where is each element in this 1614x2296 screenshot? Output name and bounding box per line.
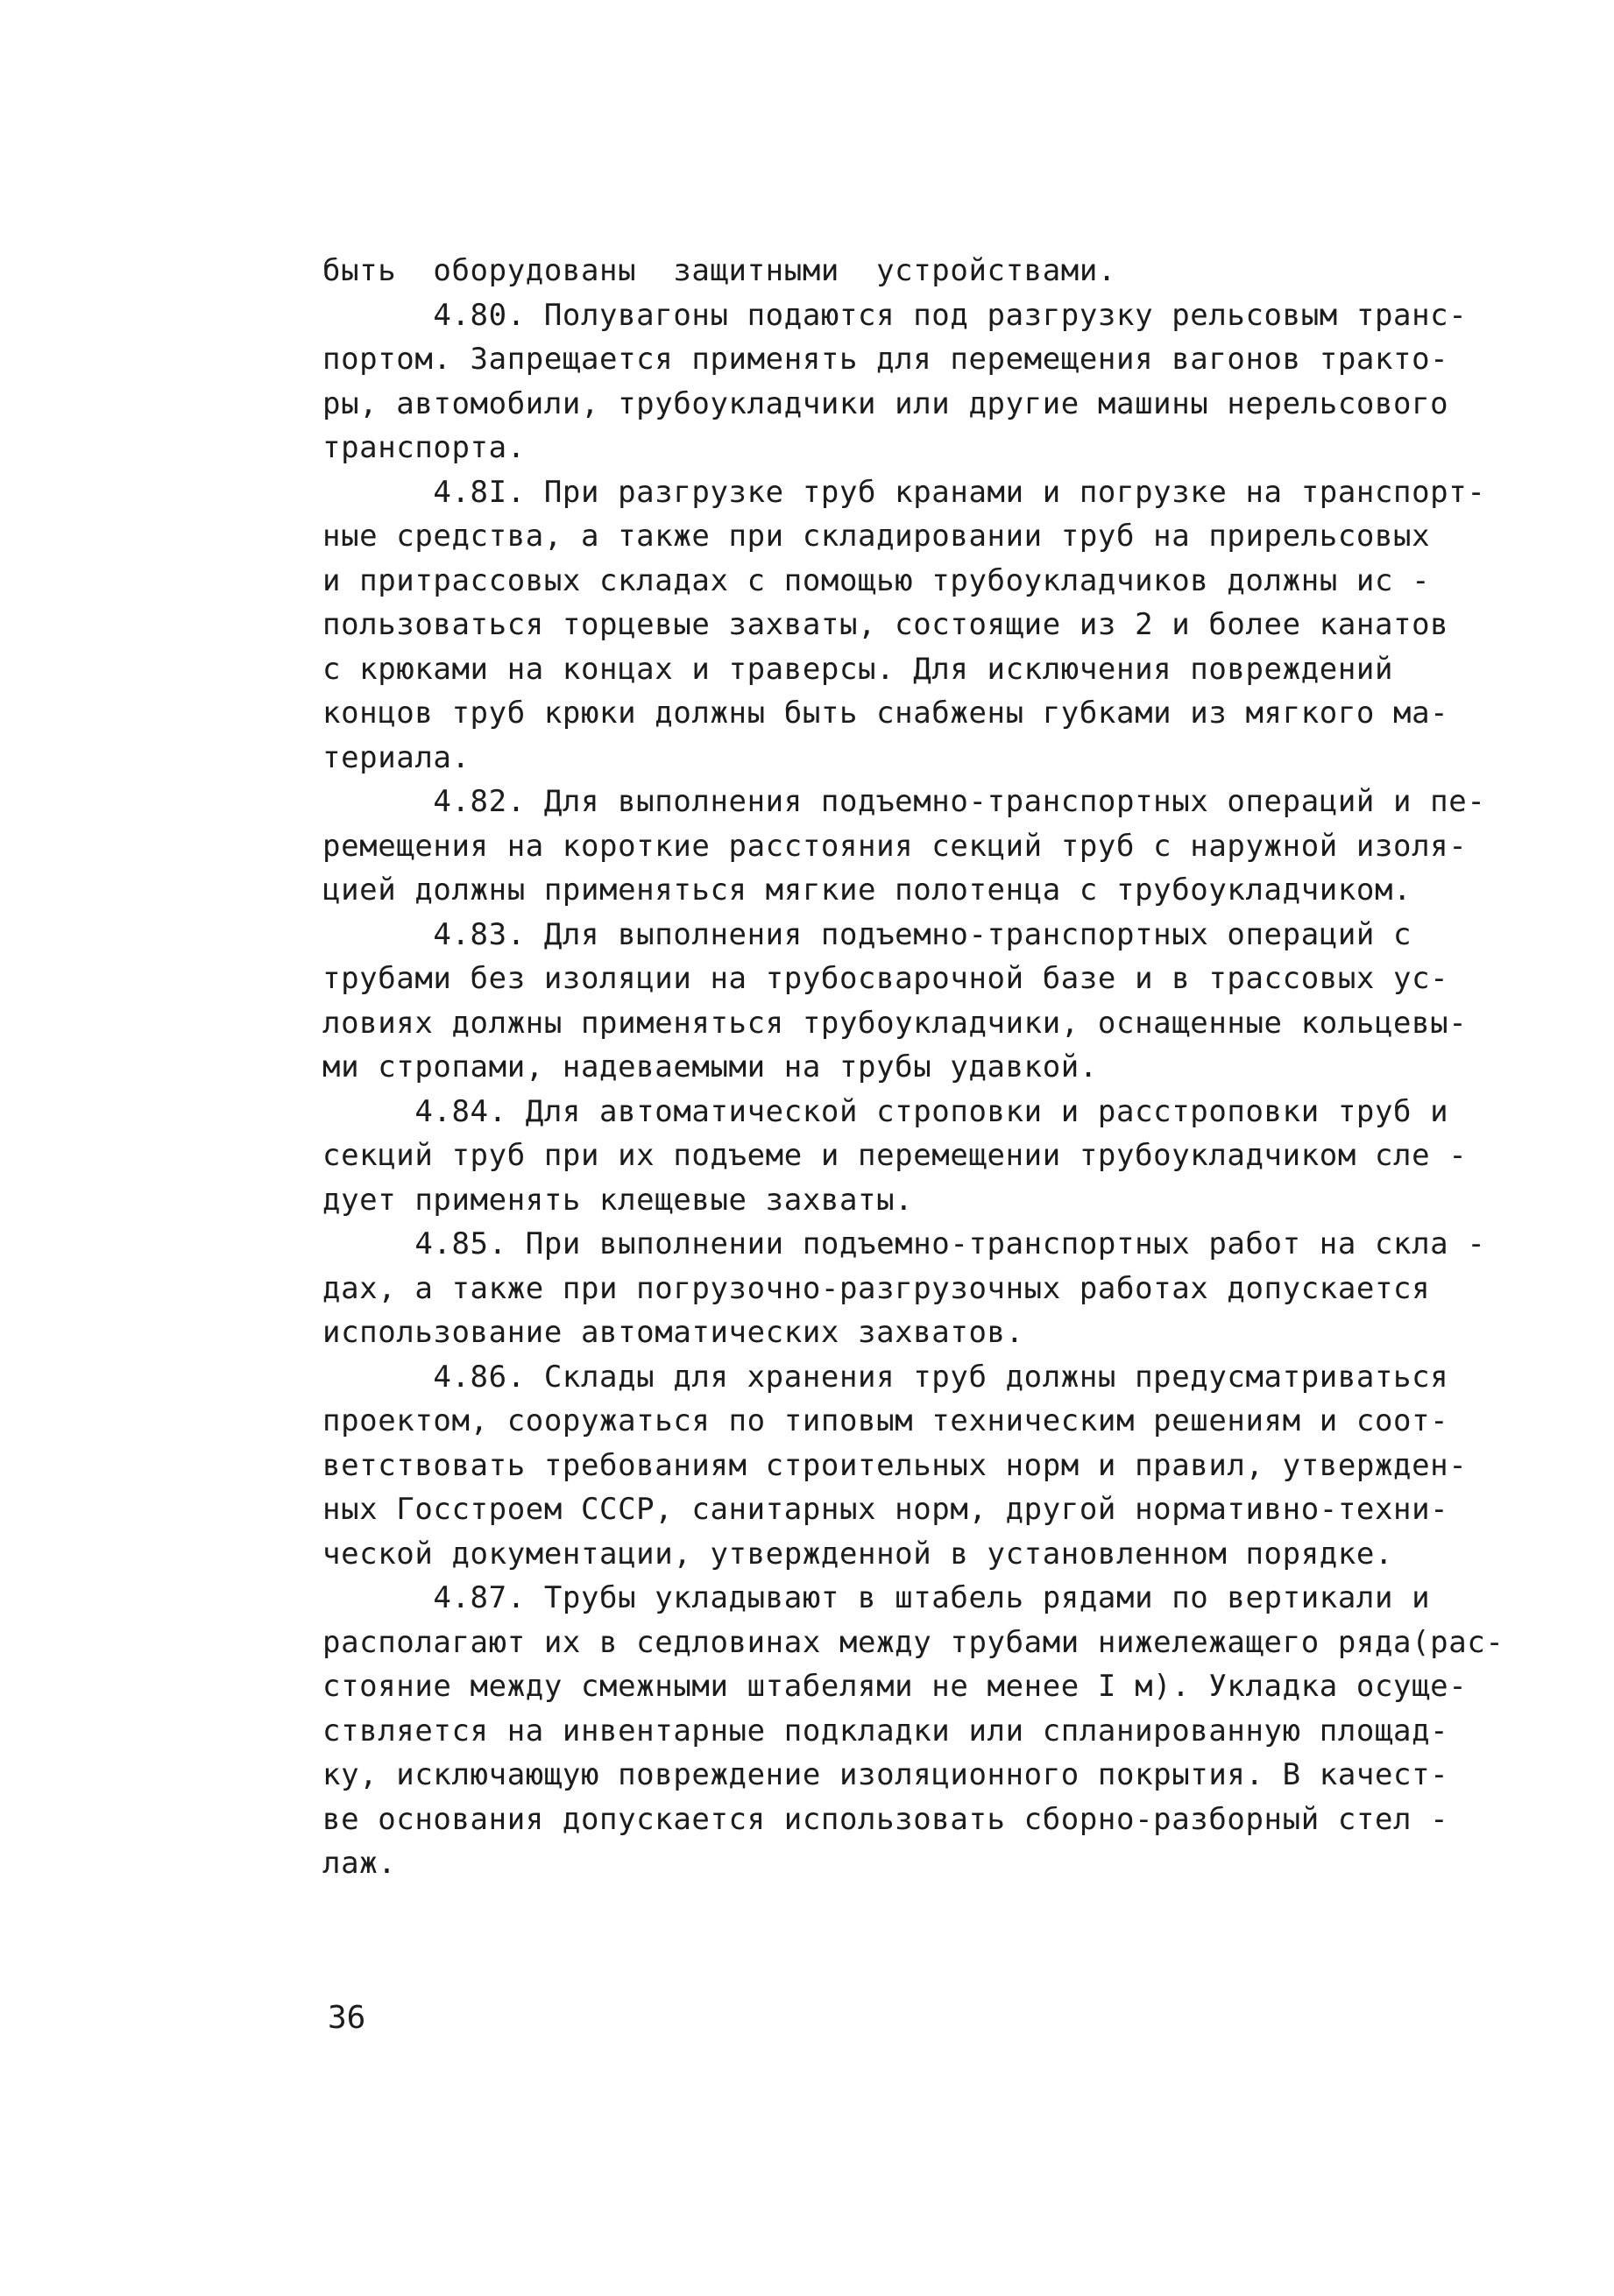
text-line: стояние между смежными штабелями не менее I м). Укладка осуще- [322,1669,1468,1704]
text-line: дах, а также при погрузочно-разгрузочных работах допускается [322,1270,1431,1306]
page-number: 36 [328,2000,366,2036]
text-line: использование автоматических захватов. [322,1315,1024,1350]
text-line: 4.8I. При разгрузке труб кранами и погрузке на транспорт- [322,474,1486,510]
text-line: лаж. [322,1846,397,1881]
text-line: 4.82. Для выполнения подъемно-транспортных операций и пе- [322,784,1486,819]
text-line: быть оборудованы защитными устройствами. [322,253,1116,288]
text-line: трубами без изоляции на трубосварочной базе и в трассовых ус- [322,961,1449,996]
text-line: 4.87. Трубы укладывают в штабель рядами по вертикали и [322,1580,1431,1615]
text-line: ные средства, а также при складировании труб на прирельсовых [322,519,1431,554]
text-line: ловиях должны применяться трубоукладчики, оснащенные кольцевы- [322,1005,1468,1041]
text-line: 4.86. Склады для хранения труб должны предусматриваться [322,1359,1449,1395]
text-line: ветствовать требованиям строительных норм и правил, утвержден- [322,1447,1468,1483]
text-line: ры, автомобили, трубоукладчики или другие машины нерельсового [322,385,1449,421]
text-line: ных Госстроем СССР, санитарных норм, другой нормативно-техни- [322,1492,1449,1527]
text-line: ми стропами, надеваемыми на трубы удавкой. [322,1049,1098,1084]
text-line: концов труб крюки должны быть снабжены губками из мягкого ма- [322,696,1449,731]
text-line: ремещения на короткие расстояния секций труб с наружной изоля- [322,828,1468,864]
text-line: и притрассовых складах с помощью трубоукладчиков должны ис - [322,562,1431,598]
text-line: секций труб при их подъеме и перемещении трубоукладчиком сле - [322,1138,1468,1173]
document-body [322,249,1504,1886]
text-line: ческой документации, утвержденной в установленном порядке. [322,1536,1394,1572]
text-line: располагают их в седловинах между трубами нижележащего ряда(рас- [322,1624,1504,1660]
text-line: дует применять клещевые захваты. [322,1182,914,1218]
text-line: 4.85. При выполнении подъемно-транспортных работ на скла - [322,1226,1486,1261]
text-line: ствляется на инвентарные подкладки или спланированную площад- [322,1713,1449,1748]
text-line: ве основания допускается использовать сборно-разборный стел - [322,1801,1449,1837]
text-line: 4.80. Полувагоны подаются под разгрузку рельсовым транс- [322,297,1468,333]
text-line: транспорта. [322,430,526,465]
text-line: пользоваться торцевые захваты, состоящие из 2 и более канатов [322,607,1449,642]
text-line: с крюками на концах и траверсы. Для исключения повреждений [322,651,1394,687]
text-line: 4.84. Для автоматической строповки и расстроповки труб и [322,1093,1449,1129]
text-line: цией должны применяться мягкие полотенца с трубоукладчиком. [322,872,1412,908]
text-line: териала. [322,739,471,775]
text-line: портом. Запрещается применять для перемещения вагонов тракто- [322,342,1449,377]
text-line: проектом, сооружаться по типовым техническим решениям и соот- [322,1403,1449,1438]
text-line: 4.83. Для выполнения подъемно-транспортных операций с [322,916,1412,952]
text-line: ку, исключающую повреждение изоляционного покрытия. В качест- [322,1757,1449,1792]
